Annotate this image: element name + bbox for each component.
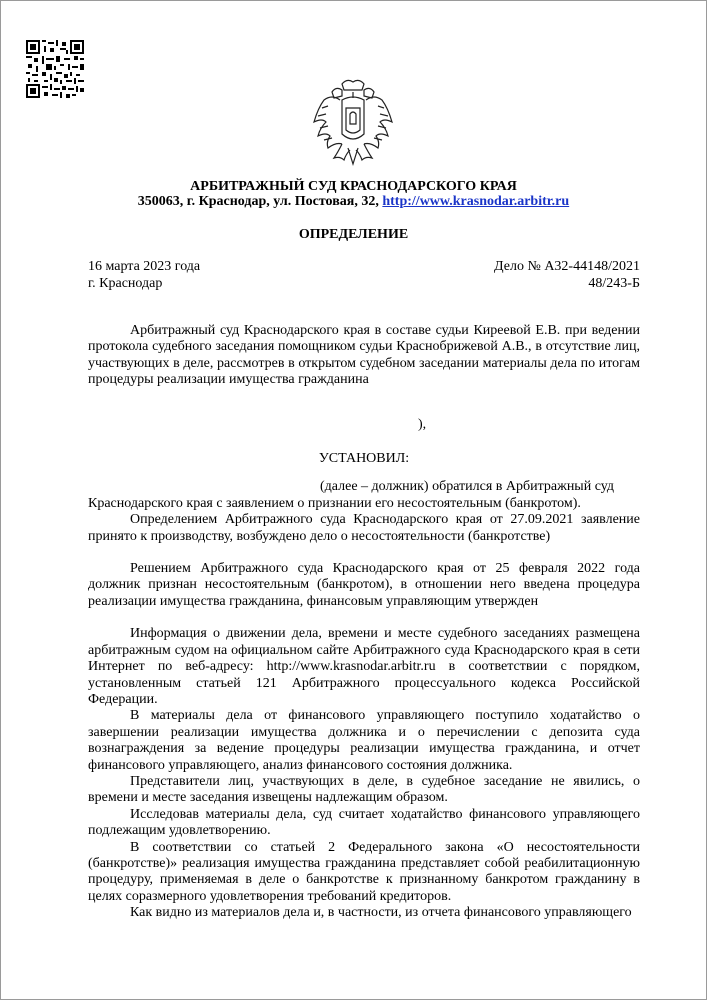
meta-right xyxy=(494,258,640,292)
paragraph-4: Информация о движении дела, времени и месте судебного заседаниях размещена арбитражным судом на официальном сайте Арбитражного суда Краснодарского края в сети Интернет по веб-адресу: http://www.krasnodar.arbitr.ru в соответствии с порядком, установленным статьей 121 Арбитражного процессуального кодекса Российской Федерации. xyxy=(88,626,640,707)
document-city: г. Краснодар xyxy=(88,276,163,291)
coat-of-arms-icon xyxy=(312,78,394,170)
paragraph-3: Решением Арбитражного суда Краснодарского края от 25 февраля 2022 года должник признан несостоятельным (банкротом), в отношении него введена процедура реализации имущества гражданина, финансовым управляющим утвержден xyxy=(88,561,640,609)
paragraph-2: Определением Арбитражного суда Краснодарского края от 27.09.2021 заявление принято к производству, возбуждено дело о несостоятельности (банкротстве) xyxy=(88,512,640,544)
paragraph-intro: Арбитражный суд Краснодарского края в составе судьи Киреевой Е.В. при ведении протокола судебного заседания помощником судьи Краснобрижевой А.В., в отсутствие лиц, участвующих в деле, рассмотрев в открытом судебном заседании материалы дела по итогам процедуры реализации имущества гражданина xyxy=(88,323,640,388)
court-website-link[interactable]: http://www.krasnodar.arbitr.ru xyxy=(382,194,570,209)
qr-code xyxy=(26,40,84,98)
document-body xyxy=(88,323,640,922)
meta-left xyxy=(88,258,200,292)
document-title: ОПРЕДЕЛЕНИЕ xyxy=(298,227,409,242)
paragraph-9: Как видно из материалов дела и, в частности, из отчета финансового управляющего xyxy=(130,905,632,921)
case-number: Дело № А32-44148/2021 xyxy=(494,259,640,274)
paragraph-8: В соответствии со статьей 2 Федерального закона «О несостоятельности (банкротстве)» реализация имущества гражданина представляет собой реабилитационную процедуру, применяемая в деле о банкротстве к признанному банкротом гражданину в целях соразмерного удовлетворения требований кредиторов. xyxy=(88,839,640,904)
paragraph-6: Представители лиц, участвующих в деле, в судебное заседание не явились, о времени и месте заседания извещены надлежащим образом. xyxy=(88,773,640,806)
paragraph-5: В материалы дела от финансового управляющего поступило ходатайство о завершении реализации имущества должника и о перечислении с депозита суда вознаграждения за ведение процедуры реализации имущества гражданина, и отчет финансового управляющего, анализ финансового состояния должника. xyxy=(88,708,640,773)
paragraph-7: Исследовав материалы дела, суд считает ходатайство финансового управляющего подлежащим удовлетворению. xyxy=(88,806,640,839)
case-subnumber: 48/243-Б xyxy=(588,276,640,291)
established-heading: УСТАНОВИЛ: xyxy=(318,451,410,467)
paragraph-1-rest: Краснодарского края с заявлением о признании его несостоятельным (банкротом). xyxy=(88,495,581,511)
document-date: 16 марта 2023 года xyxy=(88,259,201,274)
paragraph-1-part: (далее – должник) обратился в Арбитражный суд xyxy=(320,479,614,495)
court-name: АРБИТРАЖНЫЙ СУД КРАСНОДАРСКОГО КРАЯ xyxy=(190,179,517,194)
court-address-text: 350063, г. Краснодар, ул. Постовая, 32, xyxy=(137,194,383,209)
court-address xyxy=(60,193,647,211)
paragraph-intro-close: ), xyxy=(418,416,427,432)
